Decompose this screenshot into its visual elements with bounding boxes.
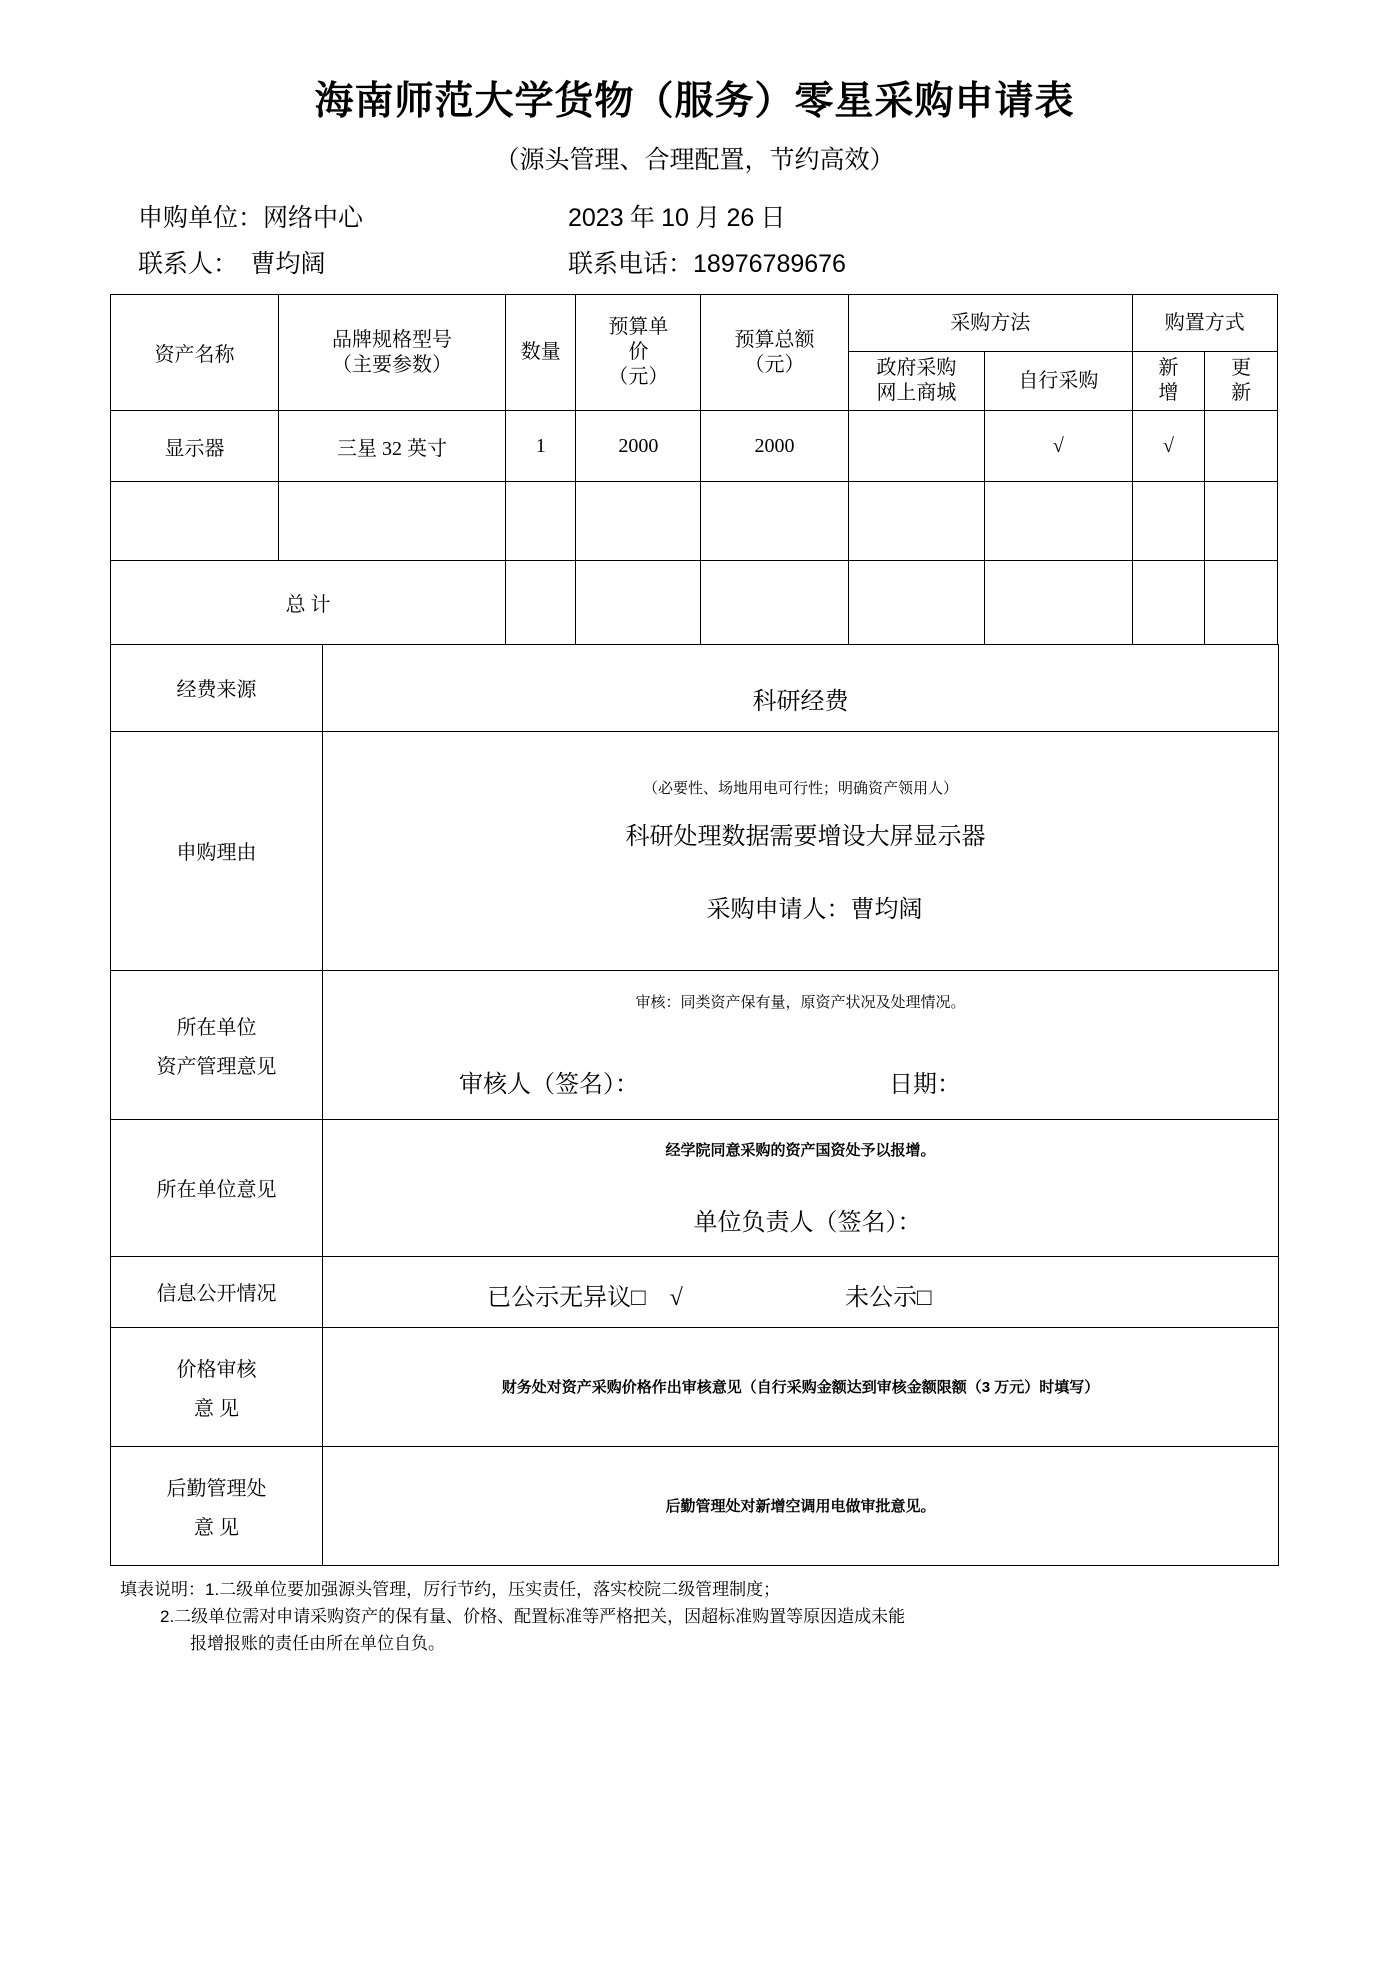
header-unit-price: [576, 295, 701, 411]
reason-cell[interactable]: [323, 731, 1279, 970]
header-update-line2: 新: [1231, 382, 1252, 404]
reason-applicant: 采购申请人：曹均阔: [706, 897, 923, 923]
section-price-review: [111, 1327, 1279, 1446]
header-brand-spec-line2: （主要参数）: [332, 353, 453, 376]
cell-total-price[interactable]: [701, 482, 849, 561]
page-title: 海南师范大学货物（服务）零星采购申请表: [314, 80, 1075, 123]
header-update: [1205, 352, 1278, 411]
date-year-unit: 年: [629, 205, 655, 232]
fund-source-cell[interactable]: [323, 644, 1279, 731]
price-review-label: [111, 1327, 323, 1446]
cell-gov-mall[interactable]: [848, 482, 984, 561]
cell-update-check[interactable]: [1205, 411, 1278, 482]
section-fund-source: [111, 644, 1279, 731]
reason-label: 申购理由: [111, 731, 323, 970]
cell-new-check[interactable]: √: [1132, 411, 1205, 482]
header-asset-name: 资产名称: [111, 295, 279, 411]
contact-person-value: 曹均阔: [250, 250, 326, 278]
public-option-disclosed[interactable]: [325, 1277, 845, 1312]
header-gov-mall-line1: 政府采购: [876, 357, 957, 379]
header-total-price: [701, 295, 849, 411]
application-date: [568, 198, 786, 234]
header-gov-mall-line2: 网上商城: [876, 382, 957, 404]
cell-gov-mall[interactable]: [848, 411, 984, 482]
contact-phone-label: 联系电话：: [568, 251, 694, 278]
unit-opinion-hint: 经学院同意采购的资产国资处予以报增。: [665, 1141, 936, 1159]
section-reason: [111, 731, 1279, 970]
total-self-purchase[interactable]: [985, 561, 1133, 645]
cell-asset-name[interactable]: [111, 482, 279, 561]
total-label: 总 计: [111, 561, 506, 645]
header-new-line2: 增: [1158, 382, 1179, 404]
cell-update-check[interactable]: [1205, 482, 1278, 561]
logistics-hint: 后勤管理处对新增空调用电做审批意见。: [665, 1498, 936, 1515]
cell-unit-price[interactable]: [576, 482, 701, 561]
header-gov-mall: [848, 352, 984, 411]
price-review-label-line1: 价格审核: [176, 1358, 257, 1381]
contact-person-label: 联系人：: [138, 251, 239, 278]
header-total-price-line2: （元）: [744, 353, 805, 376]
asset-mgmt-date-label: 日期：: [889, 1071, 961, 1098]
total-quantity[interactable]: [506, 561, 576, 645]
asset-mgmt-label-line1: 所在单位: [176, 1016, 257, 1039]
date-month-value: 10: [661, 204, 689, 232]
form-instructions: [110, 1576, 1279, 1658]
applicant-unit-label: 申购单位：: [138, 205, 264, 232]
price-review-hint: 财务处对资产采购价格作出审核意见（自行采购金额达到审核金额限额（3 万元）时填写）: [501, 1379, 1100, 1396]
table-row[interactable]: [111, 411, 1278, 482]
contact-person: [138, 244, 568, 280]
header-quantity: 数量: [506, 295, 576, 411]
header-purchase-type: 购置方式: [1132, 295, 1277, 352]
contact-phone-value: 18976789676: [693, 250, 846, 278]
unit-opinion-label: 所在单位意见: [111, 1119, 323, 1256]
cell-asset-name[interactable]: 显示器: [111, 411, 279, 482]
table-header-row-1: [111, 295, 1278, 352]
instruction-line-2: 2.二级单位需对申请采购资产的保有量、价格、配置标准等严格把关，因超标准购置等原因造成未能: [160, 1606, 906, 1626]
page-subtitle: （源头管理、合理配置，节约高效）: [494, 147, 895, 174]
header-new-line1: 新: [1158, 357, 1179, 379]
public-option-not-disclosed[interactable]: [845, 1277, 932, 1312]
date-month-unit: 月: [695, 205, 721, 232]
instruction-line-3: 报增报账的责任由所在单位自负。: [190, 1633, 445, 1653]
cell-unit-price[interactable]: 2000: [576, 411, 701, 482]
header-total-price-line1: 预算总额: [734, 328, 815, 351]
cell-self-purchase-check[interactable]: √: [985, 411, 1133, 482]
asset-mgmt-label-line2: 资产管理意见: [156, 1055, 277, 1078]
price-review-cell[interactable]: [323, 1327, 1279, 1446]
sections-table: [110, 644, 1279, 1566]
asset-mgmt-label: [111, 970, 323, 1119]
logistics-label: [111, 1446, 323, 1565]
header-brand-spec: [279, 295, 506, 411]
section-asset-mgmt: [111, 970, 1279, 1119]
logistics-cell[interactable]: [323, 1446, 1279, 1565]
total-total-price[interactable]: [701, 561, 849, 645]
cell-quantity[interactable]: [506, 482, 576, 561]
header-unit-price-line3: （元）: [608, 366, 669, 388]
applicant-unit-value: 网络中心: [263, 204, 364, 232]
cell-new-check[interactable]: [1132, 482, 1205, 561]
total-update[interactable]: [1205, 561, 1278, 645]
table-row[interactable]: [111, 482, 1278, 561]
logistics-label-line1: 后勤管理处: [166, 1477, 267, 1500]
cell-brand-spec[interactable]: 三星 32 英寸: [279, 411, 506, 482]
table-total-row: [111, 561, 1278, 645]
cell-self-purchase-check[interactable]: [985, 482, 1133, 561]
header-self-purchase: 自行采购: [985, 352, 1133, 411]
date-year-value: 2023: [568, 204, 624, 232]
header-new: [1132, 352, 1205, 411]
section-logistics: [111, 1446, 1279, 1565]
cell-brand-spec[interactable]: [279, 482, 506, 561]
cell-total-price[interactable]: 2000: [701, 411, 849, 482]
total-new[interactable]: [1132, 561, 1205, 645]
unit-opinion-cell[interactable]: [323, 1119, 1279, 1256]
fund-source-label: 经费来源: [111, 644, 323, 731]
logistics-label-line2: 意 见: [194, 1516, 239, 1539]
section-public-disclosure: [111, 1256, 1279, 1327]
date-day-unit: 日: [760, 205, 786, 232]
unit-opinion-sign-label: 单位负责人（签名）：: [693, 1209, 922, 1236]
fund-source-value: 科研经费: [752, 689, 849, 715]
date-day-value: 26: [726, 204, 755, 232]
reason-hint: （必要性、场地用电可行性；明确资产领用人）: [642, 780, 958, 797]
reason-value: 科研处理数据需要增设大屏显示器: [625, 824, 986, 850]
cell-quantity[interactable]: 1: [506, 411, 576, 482]
public-disclosure-cell[interactable]: [323, 1256, 1279, 1327]
total-unit-price[interactable]: [576, 561, 701, 645]
public-option-disclosed-label: 已公示无异议□: [487, 1285, 646, 1311]
asset-mgmt-reviewer-label: 审核人（签名）：: [459, 1071, 639, 1098]
asset-mgmt-hint: 审核：同类资产保有量，原资产状况及处理情况。: [635, 993, 966, 1011]
header-purchase-method: 采购方法: [848, 295, 1132, 352]
header-brand-spec-line1: 品牌规格型号: [332, 328, 453, 351]
meta-row-contact: [110, 244, 1279, 280]
applicant-unit: [138, 198, 568, 234]
header-unit-price-line1: 预算单: [608, 316, 669, 338]
price-review-label-line2: 意 见: [194, 1397, 239, 1420]
public-disclosure-label: 信息公开情况: [111, 1256, 323, 1327]
procurement-table: [110, 294, 1278, 645]
public-option-not-disclosed-label: 未公示□: [845, 1285, 932, 1311]
total-gov-mall[interactable]: [848, 561, 984, 645]
section-unit-opinion: [111, 1119, 1279, 1256]
instruction-line-1: 填表说明：1.二级单位要加强源头管理，厉行节约，压实责任，落实校院二级管理制度；: [120, 1579, 781, 1599]
meta-row-unit-date: [110, 198, 1279, 234]
header-unit-price-line2: 价: [628, 341, 649, 363]
public-option-disclosed-check: √: [669, 1285, 683, 1311]
contact-phone: [568, 244, 846, 280]
header-update-line1: 更: [1231, 357, 1252, 379]
asset-mgmt-cell[interactable]: [323, 970, 1279, 1119]
